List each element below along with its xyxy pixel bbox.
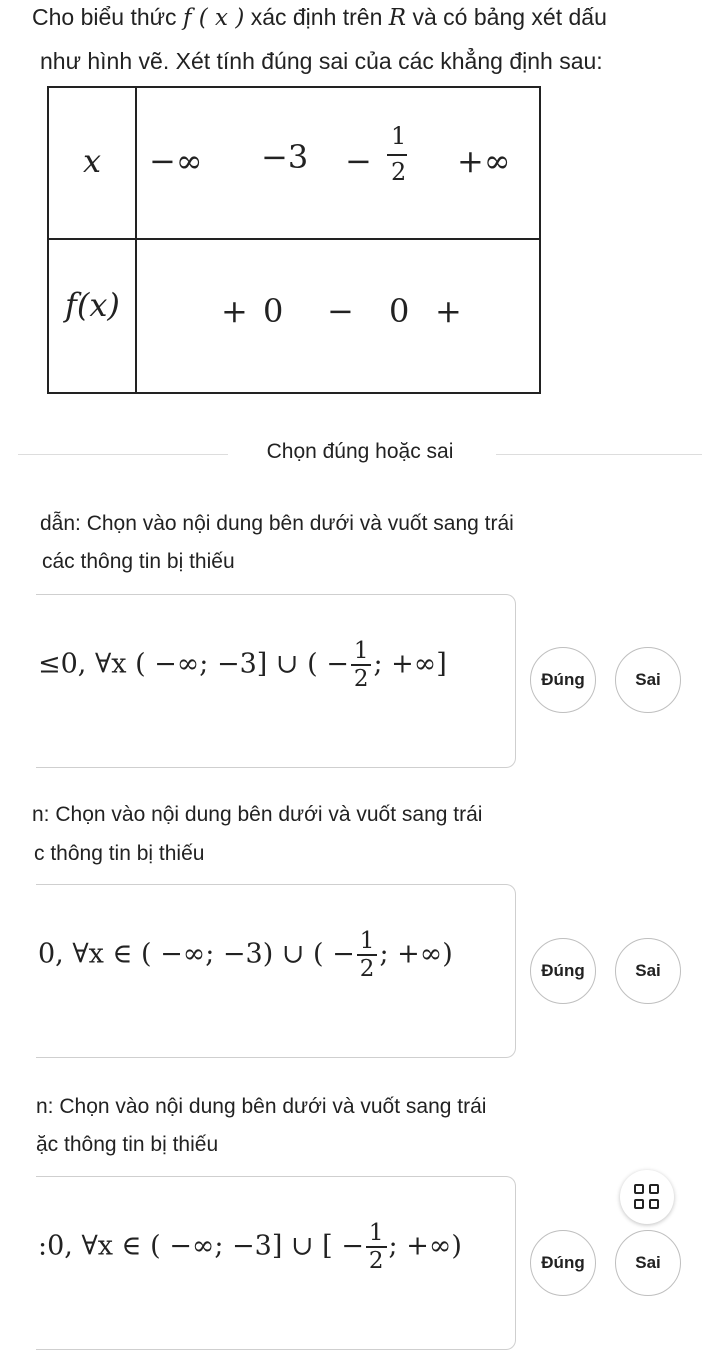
x-half-bar (387, 154, 407, 156)
label-x: x (83, 142, 102, 180)
true-button-1[interactable]: Đúng (530, 647, 596, 713)
x-pos-inf: +∞ (457, 142, 511, 180)
divider-right (496, 454, 702, 455)
math-R: R (388, 5, 407, 31)
section-title (0, 440, 720, 470)
sign-2: − (327, 292, 354, 330)
zero-1: 0 (263, 292, 284, 330)
question-line-2: như hình vẽ. Xét tính đúng sai của các khẳng định sau: (40, 48, 603, 74)
false-button-2[interactable]: Sai (615, 938, 681, 1004)
label-fx: f(x) (65, 286, 120, 324)
x-half-den: 2 (391, 158, 407, 186)
x-neg-half-sign: − (345, 142, 372, 180)
x-half-num: 1 (391, 122, 407, 150)
sign-1: + (221, 292, 248, 330)
instruction-1-line-1: dẫn: Chọn vào nội dung bên dưới và vuốt sang trái (40, 512, 514, 535)
section-title-text: Chọn đúng hoặc sai (266, 440, 454, 463)
true-button-2[interactable]: Đúng (530, 938, 596, 1004)
question-line-1: Cho biểu thức f ( x ) xác định trên R và có bảng xét dấu (32, 4, 607, 31)
statement-2[interactable]: 0, ∀x ∈ ( −∞; −3) ∪ ( − $\frac{1}{2}$ ; +∞) (38, 928, 453, 982)
instruction-3-line-1: n: Chọn vào nội dung bên dưới và vuốt sang trái (36, 1095, 487, 1118)
x-neg-3: −3 (261, 138, 309, 176)
true-button-3[interactable]: Đúng (530, 1230, 596, 1296)
instruction-2-line-1: n: Chọn vào nội dung bên dưới và vuốt sang trái (32, 803, 483, 826)
zero-2: 0 (389, 292, 410, 330)
sign-3: + (435, 292, 462, 330)
instruction-1-line-2: các thông tin bị thiếu (42, 550, 235, 573)
instruction-3-line-2: ặc thông tin bị thiếu (36, 1133, 219, 1156)
grid-icon[interactable] (620, 1170, 674, 1224)
fraction-3: $\frac{1}{2}$ (366, 1220, 387, 1274)
sign-table (47, 86, 541, 394)
x-neg-inf: −∞ (149, 142, 203, 180)
fraction-2: $\frac{1}{2}$ (357, 928, 378, 982)
statement-1[interactable]: ≤0, ∀x ( −∞; −3] ∪ ( − $\frac{1}{2}$ ; +∞] (38, 638, 447, 692)
statement-3[interactable]: :0, ∀x ∈ ( −∞; −3] ∪ [ − $\frac{1}{2}$ ; +∞) (38, 1220, 462, 1274)
false-button-3[interactable]: Sai (615, 1230, 681, 1296)
instruction-2-line-2: c thông tin bị thiếu (34, 842, 205, 865)
sign-table-divider (135, 88, 137, 392)
fraction-1: $\frac{1}{2}$ (351, 638, 372, 692)
false-button-1[interactable]: Sai (615, 647, 681, 713)
math-fx: f ( x ) (182, 5, 245, 31)
